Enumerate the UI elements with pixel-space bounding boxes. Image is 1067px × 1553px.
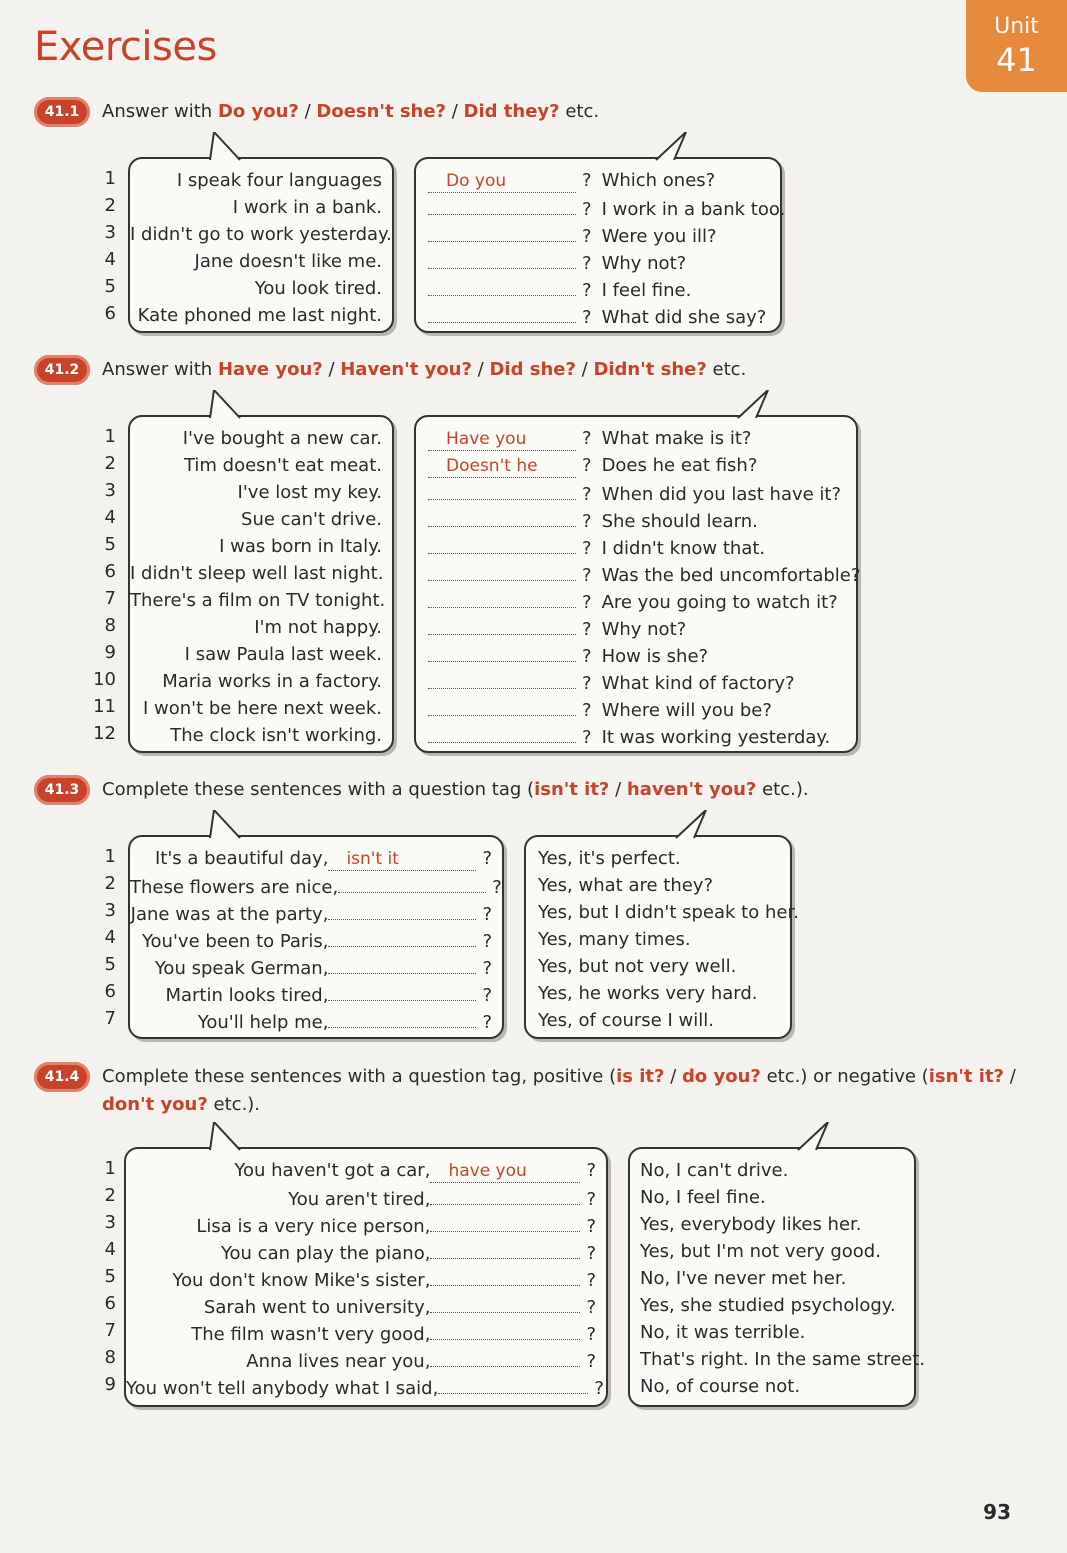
answer-blank[interactable] <box>428 722 576 743</box>
statement: You can play the piano, <box>220 1243 431 1264</box>
exercise-number-badge: 41.4 <box>34 1062 90 1092</box>
statement: You speak German, <box>154 958 329 979</box>
reply: Yes, of course I will. <box>538 1010 714 1031</box>
tag-blank[interactable] <box>328 899 476 920</box>
answer-blank[interactable] <box>428 479 576 500</box>
answer-blank[interactable]: Do you <box>428 172 576 193</box>
page-number: 93 <box>983 1500 1011 1524</box>
answer-blank[interactable] <box>428 587 576 608</box>
statements-bubble <box>128 415 394 753</box>
unit-number: 41 <box>996 41 1037 79</box>
reply: I work in a bank too. <box>601 199 786 220</box>
reply: Yes, but I'm not very good. <box>640 1241 881 1262</box>
tag-blank[interactable] <box>430 1211 580 1232</box>
reply: Are you going to watch it? <box>601 592 838 613</box>
exercise-41-2-heading: 41.2 Answer with Have you? / Haven't you? / Did she? / Didn't she? etc. <box>34 355 746 385</box>
statement: Anna lives near you, <box>246 1351 431 1372</box>
answer-blank[interactable] <box>428 668 576 689</box>
reply: No, I've never met her. <box>640 1268 847 1289</box>
page-title: Exercises <box>34 24 217 70</box>
statement: You haven't got a car, <box>234 1160 431 1181</box>
reply: No, I feel fine. <box>640 1187 766 1208</box>
statement: Sarah went to university, <box>203 1297 431 1318</box>
reply: No, I can't drive. <box>640 1160 789 1181</box>
reply: How is she? <box>601 646 709 667</box>
answer-blank[interactable] <box>428 248 576 269</box>
tag-blank[interactable] <box>338 872 486 893</box>
reply: No, it was terrible. <box>640 1322 806 1343</box>
reply: What did she say? <box>601 307 767 328</box>
reply: Yes, many times. <box>538 929 691 950</box>
reply: Yes, but I didn't speak to her. <box>538 902 799 923</box>
statements-bubble: You haven't got a car, have you ? You aren't tired, ? Lisa is a very nice person, ? You can play the piano, ? You don't know Mike's sister, ? Sarah went to university, ? The film wasn't very good, ? Anna lives near you, ? You won't tell anybody what I said, ? <box>124 1147 608 1407</box>
statement: There's a film on TV tonight. <box>130 590 386 611</box>
reply: Why not? <box>601 253 687 274</box>
statement: I saw Paula last week. <box>184 644 382 665</box>
reply: Yes, she studied psychology. <box>640 1295 896 1316</box>
reply: No, of course not. <box>640 1376 801 1397</box>
answer-blank[interactable] <box>428 302 576 323</box>
statement: I didn't sleep well last night. <box>130 563 384 584</box>
tag-blank[interactable] <box>430 1184 580 1205</box>
answer-blank[interactable] <box>428 614 576 635</box>
statement: Lisa is a very nice person, <box>196 1216 431 1237</box>
unit-label: Unit <box>994 14 1039 39</box>
statement: You look tired. <box>254 278 382 299</box>
statement: I'm not happy. <box>254 617 382 638</box>
reply: She should learn. <box>601 511 758 532</box>
reply: Where will you be? <box>601 700 772 721</box>
statement: I won't be here next week. <box>142 698 382 719</box>
exercise-41-4-numbers: 1 2 3 4 5 6 7 8 9 <box>104 1158 116 1395</box>
reply: When did you last have it? <box>601 484 842 505</box>
statement: I've lost my key. <box>237 482 382 503</box>
tag-blank[interactable]: isn't it <box>328 850 476 871</box>
reply: Yes, it's perfect. <box>538 848 681 869</box>
statement: Jane doesn't like me. <box>194 251 382 272</box>
tag-blank[interactable] <box>430 1265 580 1286</box>
replies-bubble <box>524 835 799 1039</box>
statement: The clock isn't working. <box>170 725 382 746</box>
tag-blank[interactable] <box>430 1292 580 1313</box>
speech-bubble-tail-icon <box>208 810 248 839</box>
exercise-41-3-numbers: 1 2 3 4 5 6 7 <box>104 846 116 1029</box>
exercise-number-badge: 41.3 <box>34 775 90 805</box>
reply: Yes, he works very hard. <box>538 983 758 1004</box>
statement: You won't tell anybody what I said, <box>126 1378 439 1399</box>
tag-blank[interactable] <box>328 1007 476 1028</box>
unit-tab <box>966 0 1067 92</box>
reply: Yes, what are they? <box>538 875 714 896</box>
exercise-41-4-heading: 41.4 Complete these sentences with a question tag, positive (is it? / do you? etc.) or negative (isn't it? / don't you? etc.). <box>34 1062 1016 1118</box>
reply: Which ones? <box>601 170 716 191</box>
answer-blank[interactable] <box>428 641 576 662</box>
speech-bubble-tail-icon <box>794 1122 834 1151</box>
statement: You've been to Paris, <box>141 931 329 952</box>
statements-bubble: It's a beautiful day, isn't it ? These flowers are nice, ? Jane was at the party, ? You've been to Paris, ? You speak German, ? Martin looks tired, ? You'll help me, ? <box>128 835 504 1039</box>
exercise-41-1-heading: 41.1 Answer with Do you? / Doesn't she? / Did they? etc. <box>34 97 599 127</box>
reply: What kind of factory? <box>601 673 795 694</box>
answer-blank[interactable] <box>428 695 576 716</box>
reply: Why not? <box>601 619 687 640</box>
exercise-number-badge: 41.1 <box>34 97 90 127</box>
reply: That's right. In the same street. <box>640 1349 926 1370</box>
replies-bubble: Have you ? What make is it? Doesn't he ? Does he eat fish? ? When did you last have it? ? She should learn. ? I didn't know that. ? Was the bed uncomfortable? ? Are you going to watch it? ? Why not? ? How is she? ? What kind of factory? ? Where will you be? ? It was working yesterday. <box>414 415 858 753</box>
statement: I was born in Italy. <box>219 536 382 557</box>
answer-blank[interactable] <box>428 275 576 296</box>
reply: Was the bed uncomfortable? <box>601 565 861 586</box>
statement: I didn't go to work yesterday. <box>130 224 392 245</box>
statements-bubble <box>128 157 394 333</box>
tag-blank[interactable] <box>328 926 476 947</box>
statement: You aren't tired, <box>288 1189 431 1210</box>
statement: These flowers are nice, <box>130 877 339 898</box>
speech-bubble-tail-icon <box>208 1122 248 1151</box>
reply: Does he eat fish? <box>601 455 758 476</box>
reply: Yes, everybody likes her. <box>640 1214 862 1235</box>
exercise-41-2-numbers: 1 2 3 4 5 6 7 8 9 10 11 12 <box>93 426 116 744</box>
speech-bubble-tail-icon <box>208 390 248 419</box>
statement: Martin looks tired, <box>165 985 329 1006</box>
tag-blank[interactable] <box>328 980 476 1001</box>
reply: I feel fine. <box>601 280 692 301</box>
reply: Were you ill? <box>601 226 717 247</box>
tag-blank[interactable] <box>438 1373 588 1394</box>
answer-blank[interactable]: Doesn't he <box>428 457 576 478</box>
replies-bubble <box>628 1147 926 1407</box>
tag-blank[interactable]: have you <box>430 1162 580 1183</box>
statement: Jane was at the party, <box>130 904 329 925</box>
answer-blank[interactable] <box>428 221 576 242</box>
answer-blank[interactable] <box>428 533 576 554</box>
tag-blank[interactable] <box>430 1346 580 1367</box>
statement: Sue can't drive. <box>241 509 382 530</box>
speech-bubble-tail-icon <box>652 132 692 161</box>
statement: Maria works in a factory. <box>162 671 382 692</box>
answer-blank[interactable] <box>428 560 576 581</box>
reply: Yes, but not very well. <box>538 956 737 977</box>
replies-bubble: Do you ? Which ones? ? I work in a bank too. ? Were you ill? ? Why not? ? I feel fine. ? What did she say? <box>414 157 782 333</box>
statement: I've bought a new car. <box>182 428 382 449</box>
statement: You don't know Mike's sister, <box>172 1270 431 1291</box>
exercise-41-3-heading: 41.3 Complete these sentences with a question tag (isn't it? / haven't you? etc.). <box>34 775 809 805</box>
speech-bubble-tail-icon <box>208 132 248 161</box>
reply: What make is it? <box>601 428 752 449</box>
exercise-41-1-numbers: 1 2 3 4 5 6 <box>104 168 116 324</box>
statement: You'll help me, <box>197 1012 329 1033</box>
statement: Kate phoned me last night. <box>137 305 382 326</box>
tag-blank[interactable] <box>430 1319 580 1340</box>
answer-blank[interactable] <box>428 506 576 527</box>
statement: Tim doesn't eat meat. <box>183 455 382 476</box>
answer-blank[interactable] <box>428 194 576 215</box>
exercise-number-badge: 41.2 <box>34 355 90 385</box>
reply: It was working yesterday. <box>601 727 831 748</box>
reply: I didn't know that. <box>601 538 766 559</box>
speech-bubble-tail-icon <box>672 810 712 839</box>
speech-bubble-tail-icon <box>734 390 774 419</box>
tag-blank[interactable] <box>430 1238 580 1259</box>
statement: It's a beautiful day, <box>154 848 329 869</box>
answer-blank[interactable]: Have you <box>428 430 576 451</box>
statement: I work in a bank. <box>232 197 382 218</box>
statement: The film wasn't very good, <box>191 1324 431 1345</box>
tag-blank[interactable] <box>328 953 476 974</box>
statement: I speak four languages <box>176 170 382 191</box>
